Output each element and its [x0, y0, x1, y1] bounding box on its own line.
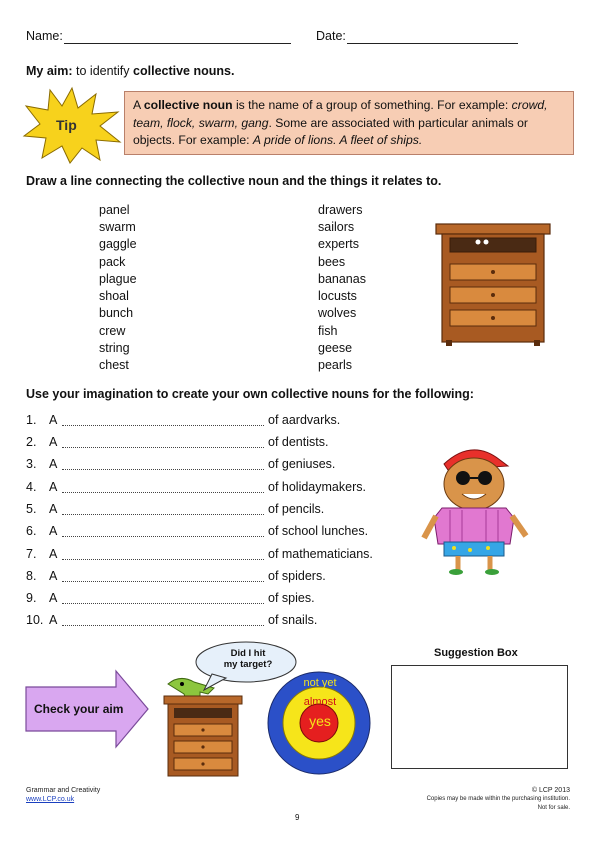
- item-article: A: [49, 502, 58, 516]
- tip-seg3: is the name of a group of something. For example:: [232, 98, 512, 112]
- tip-box: [124, 91, 574, 155]
- footer-copyright: © LCP 2013: [531, 787, 570, 794]
- target-middle-label: almost: [303, 696, 337, 708]
- matching-instruction: Draw a line connecting the collective noun and the things it relates to.: [26, 174, 442, 188]
- left-word[interactable]: shoal: [99, 289, 129, 303]
- footer-copy-note: Copies may be made within the purchasing institution.: [426, 796, 570, 802]
- answer-line[interactable]: [62, 603, 264, 604]
- left-word[interactable]: panel: [99, 203, 130, 217]
- item-number: 6.: [26, 524, 37, 538]
- suggestion-box[interactable]: [391, 665, 568, 769]
- right-word[interactable]: pearls: [318, 358, 353, 372]
- item-article: A: [49, 435, 58, 449]
- right-word[interactable]: bananas: [318, 272, 366, 286]
- item-number: 2.: [26, 435, 37, 449]
- target-outer-label: not yet: [303, 677, 337, 689]
- answer-line[interactable]: [62, 625, 264, 626]
- right-word[interactable]: drawers: [318, 203, 363, 217]
- right-word[interactable]: bees: [318, 255, 346, 269]
- item-end: of holidaymakers.: [268, 480, 366, 494]
- date-line[interactable]: [347, 43, 518, 44]
- right-word[interactable]: sailors: [318, 220, 355, 234]
- footer-link[interactable]: www.LCP.co.uk: [26, 796, 75, 803]
- speech-bubble-text: [222, 648, 274, 670]
- item-article: A: [49, 569, 58, 583]
- check-aim-label: Check your aim: [34, 702, 124, 716]
- answer-line[interactable]: [62, 514, 264, 515]
- footer-not-for-sale: Not for sale.: [537, 805, 570, 811]
- suggestion-title: Suggestion Box: [434, 647, 518, 659]
- right-word[interactable]: fish: [318, 324, 338, 338]
- bubble-line-2: my target?: [223, 659, 273, 670]
- left-word[interactable]: plague: [99, 272, 137, 286]
- date-label: Date:: [316, 29, 346, 43]
- item-article: A: [49, 480, 58, 494]
- item-article: A: [49, 457, 58, 471]
- footer-book-title: Grammar and Creativity: [26, 787, 101, 794]
- item-end: of spiders.: [268, 569, 326, 583]
- tip-term: collective noun: [143, 98, 233, 112]
- tip-seg5: . Some are associated with particular animals or objects. For example:: [133, 115, 528, 147]
- answer-line[interactable]: [62, 447, 264, 448]
- aim-line: [26, 64, 234, 78]
- item-number: 3.: [26, 457, 37, 471]
- answer-line[interactable]: [62, 559, 264, 560]
- bubble-line-1: Did I hit: [230, 648, 266, 659]
- item-end: of geniuses.: [268, 457, 336, 471]
- item-end: of snails.: [268, 613, 318, 627]
- right-word[interactable]: locusts: [318, 289, 357, 303]
- tip-label: Tip: [56, 117, 77, 133]
- answer-line[interactable]: [62, 581, 264, 582]
- item-end: of aardvarks.: [268, 413, 341, 427]
- left-word[interactable]: chest: [99, 358, 129, 372]
- left-word[interactable]: swarm: [99, 220, 136, 234]
- item-end: of pencils.: [268, 502, 325, 516]
- item-end: of school lunches.: [268, 524, 369, 538]
- item-number: 1.: [26, 413, 37, 427]
- page-number: 9: [295, 813, 300, 822]
- left-word[interactable]: string: [99, 341, 130, 355]
- right-word[interactable]: experts: [318, 237, 359, 251]
- left-word[interactable]: pack: [99, 255, 126, 269]
- name-line[interactable]: [64, 43, 291, 44]
- name-label: Name:: [26, 29, 63, 43]
- answer-line[interactable]: [62, 425, 264, 426]
- item-article: A: [49, 613, 58, 627]
- right-word[interactable]: geese: [318, 341, 353, 355]
- item-number: 4.: [26, 480, 37, 494]
- imagination-instruction: Use your imagination to create your own collective nouns for the following:: [26, 387, 474, 401]
- item-article: A: [49, 413, 58, 427]
- item-article: A: [49, 547, 58, 561]
- item-end: of dentists.: [268, 435, 329, 449]
- tip-phrases: A pride of lions. A fleet of ships.: [252, 133, 423, 147]
- left-word[interactable]: crew: [99, 324, 126, 338]
- item-number: 10.: [26, 613, 44, 627]
- answer-line[interactable]: [62, 469, 264, 470]
- item-article: A: [49, 591, 58, 605]
- item-number: 5.: [26, 502, 37, 516]
- answer-line[interactable]: [62, 536, 264, 537]
- item-end: of mathematicians.: [268, 547, 373, 561]
- chest-of-drawers-icon: [434, 222, 552, 347]
- aim-label: My aim:: [26, 64, 73, 78]
- aim-prefix: to identify: [76, 64, 130, 78]
- aim-bold: collective nouns.: [133, 64, 235, 78]
- tip-examples: crowd, team, flock, swarm, gang: [133, 98, 548, 130]
- item-number: 9.: [26, 591, 37, 605]
- tip-seg1: A: [133, 98, 144, 112]
- item-end: of spies.: [268, 591, 315, 605]
- right-word[interactable]: wolves: [318, 306, 357, 320]
- left-word[interactable]: gaggle: [99, 237, 137, 251]
- left-word[interactable]: bunch: [99, 306, 134, 320]
- tourist-character-icon: [414, 436, 534, 576]
- item-article: A: [49, 524, 58, 538]
- item-number: 8.: [26, 569, 37, 583]
- answer-line[interactable]: [62, 492, 264, 493]
- target-inner-label: yes: [309, 713, 331, 729]
- item-number: 7.: [26, 547, 37, 561]
